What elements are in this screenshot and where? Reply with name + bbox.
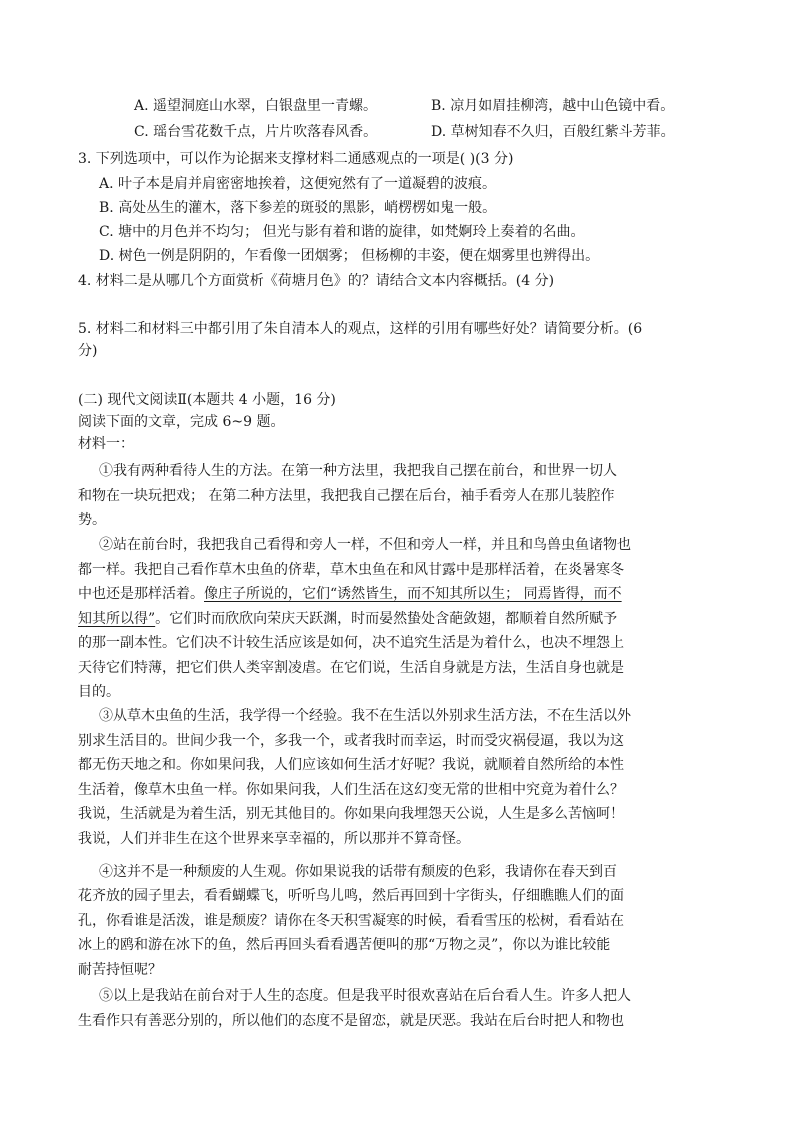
para2-text: 。它们时而欣欣向荣庆天跃渊，时而晏然蛰处含葩敛翅，都顺着自然所赋予 — [155, 611, 618, 627]
para4-line: 花齐放的园子里去，看看蝴蝶飞，听听鸟儿鸣，然后再回到十字街头，仔细瞧瞧人们的面 — [78, 888, 624, 904]
para4-line: ④这并不是一种颓废的人生观。你如果说我的话带有颓废的色彩，我请你在春天到百 — [99, 864, 617, 880]
material-label: 材料一： — [78, 436, 134, 452]
para2-line: 都一样。我把自己看作草木虫鱼的侪辈，草木虫鱼在和风甘露中是那样活着，在炎暑寒冬 — [78, 562, 624, 578]
q5-stem-line2: 分) — [78, 343, 98, 359]
underlined-quote: 像庄子所说的，它们“诱然皆生，而不知其所以生； 同焉皆得，而不 — [204, 586, 622, 602]
q5-stem-line1: 5. 材料二和材料三中都引用了朱自清本人的观点，这样的引用有哪些好处？请简要分析。(6 — [78, 321, 643, 337]
q2-option-c: C. 瑶台雪花数千点，片片吹落春风香。 — [134, 124, 378, 140]
para3-line: 都无伤天地之和。你如果问我，人们应该如何生活才好呢？我说，就顺着自然所给的本性 — [78, 757, 624, 773]
q2-option-d: D. 草树知春不久归，百般红紫斗芳菲。 — [431, 124, 675, 140]
underlined-quote: 知其所以得” — [78, 611, 156, 627]
para3-line: 我说，生活就是为着生活，别无其他目的。你如果向我埋怨天公说，人生是多么苦恼呵！ — [78, 806, 624, 822]
para1-line: 和物在一块玩把戏； 在第二种方法里，我把我自己摆在后台，袖手看旁人在那儿装腔作 — [78, 488, 615, 504]
para4-line: 孔，你看谁是活泼，谁是颓废？请你在冬天积雪凝寒的时候，看看雪压的松树，看看站在 — [78, 913, 624, 929]
q2-option-b: B. 凉月如眉挂柳湾，越中山色镜中看。 — [431, 98, 675, 114]
section-title: (二) 现代文阅读Ⅱ(本题共 4 小题，16 分) — [78, 392, 336, 408]
para2-line: 目的。 — [78, 684, 120, 700]
section-instruction: 阅读下面的文章，完成 6~9 题。 — [78, 414, 285, 430]
para1-line: 势。 — [78, 512, 106, 528]
para4-line: 耐苦持恒呢？ — [78, 962, 162, 978]
para5-line: ⑤以上是我站在前台对于人生的态度。但是我平时很欢喜站在后台看人生。许多人把人 — [99, 988, 631, 1004]
para4-line: 冰上的鸥和游在冰下的鱼，然后再回头看看遇苦便叫的那“万物之灵”，你以为谁比较能 — [78, 937, 611, 953]
para2-text: 中也还是那样活着。 — [78, 586, 204, 602]
q3-option-a: A. 叶子本是肩并肩密密地挨着，这便宛然有了一道凝碧的波痕。 — [99, 176, 497, 192]
para3-line: 我说，人们并非生在这个世界来享幸福的，所以那并不算奇怪。 — [78, 831, 470, 847]
q3-option-b: B. 高处丛生的灌木，落下参差的斑驳的黑影，峭楞楞如鬼一般。 — [99, 200, 497, 216]
para2-line — [78, 584, 622, 604]
q3-option-c: C. 塘中的月色并不均匀； 但光与影有着和谐的旋律，如梵婀玲上奏着的名曲。 — [99, 224, 585, 240]
q3-option-d: D. 树色一例是阴阴的，乍看像一团烟雾； 但杨柳的丰姿，便在烟雾里也辨得出。 — [99, 248, 600, 264]
para3-line: 别求生活目的。世间少我一个，多我一个，或者我时而幸运，时而受灾祸侵逼，我以为这 — [78, 733, 624, 749]
para3-line: ③从草木虫鱼的生活，我学得一个经验。我不在生活以外别求生活方法，不在生活以外 — [99, 708, 631, 724]
para5-line: 生看作只有善恶分别的，所以他们的态度不是留恋，就是厌恶。我站在后台时把人和物也 — [78, 1013, 624, 1029]
para1-line: ①我有两种看待人生的方法。在第一种方法里，我把我自己摆在前台，和世界一切人 — [99, 463, 617, 479]
para2-line: ②站在前台时，我把我自己看得和旁人一样，不但和旁人一样，并且和鸟兽虫鱼诸物也 — [99, 537, 631, 553]
para2-line: 天待它们特薄，把它们供人类宰割凌虐。在它们说，生活自身就是方法，生活自身也就是 — [78, 660, 624, 676]
para2-line — [78, 609, 617, 629]
para3-line: 生活着，像草木虫鱼一样。你如果问我，人们生活在这幻变无常的世相中究竟为着什么？ — [78, 782, 624, 798]
q4-stem: 4. 材料二是从哪几个方面赏析《荷塘月色》的？请结合文本内容概括。(4 分) — [78, 273, 555, 289]
para2-line: 的那一副本性。它们决不计较生活应该是如何，决不追究生活是为着什么，也决不埋怨上 — [78, 635, 624, 651]
q3-stem: 3. 下列选项中，可以作为论据来支撑材料二通感观点的一项是( )(3 分) — [78, 151, 514, 167]
q2-option-a: A. 遥望洞庭山水翠，白银盘里一青螺。 — [134, 98, 378, 114]
